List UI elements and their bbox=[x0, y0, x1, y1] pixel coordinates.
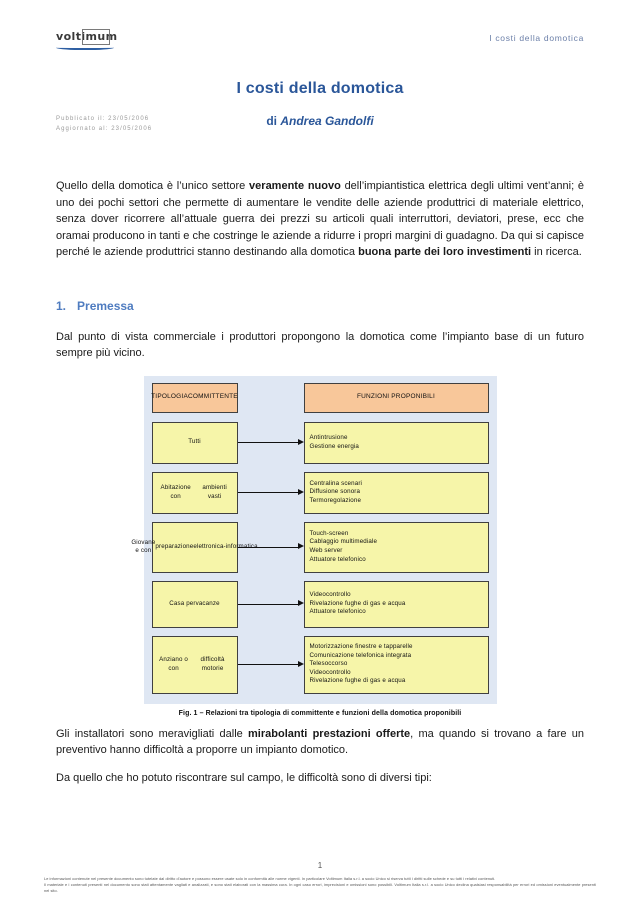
section1-paragraph: Dal punto di vista commerciale i produttori propongono la domotica come l’impianto base di un futuro sempre più vicino. bbox=[56, 330, 584, 359]
post-figure-paragraph-2: Da quello che ho potuto riscontrare sul campo, le difficoltà sono di diversi tipi: bbox=[56, 771, 432, 784]
figure-caption: Fig. 1 – Relazioni tra tipologia di committente e funzioni della domotica proponibili bbox=[178, 709, 462, 717]
connector-arrow bbox=[238, 442, 304, 443]
section-title: Premessa bbox=[77, 298, 134, 313]
intro-text-2: dell’impiantistica elettrica degli ultimi vent’anni; è uno dei pochi settori che permette di aumentare le vendite delle aziende produttrici di materiale elettrico, senza dover ricorrere all’attuale guerra dei prezzi su articoli quali interruttori, deviatori, prese, ecc che oramai producono in tanti e che costringe le aziende a ridurre i propri margini di guadagno. Da qui si capisce perché le aziende produttrici stanno destinando alla domotica bbox=[56, 180, 584, 258]
logo-swoosh-accent bbox=[56, 44, 114, 50]
logo-wordmark: voltimum bbox=[56, 30, 118, 43]
intro-text-3: in ricerca. bbox=[531, 246, 582, 258]
post-figure-bold-1: mirabolanti prestazioni offerte bbox=[248, 727, 411, 740]
page-header bbox=[56, 0, 584, 58]
disclaimer-line-2: Il materiale e i contenuti presenti nel documento sono stati attentamente vagliati e analizzati, e sono stati elaborati con la massima cura. In ogni caso errori, imprecisioni e omissioni sono possibili. Voltimum Italia s.r.l. a socio Unico declina qualsiasi responsabilità per errori ed omissioni eventualmente presenti nel sito. bbox=[44, 882, 596, 893]
disclaimer-line-1: Le informazioni contenute nel presente documento sono tutelate dal diritto d’autore e possono essere usate solo in conformità alle norme vigenti. In particolare Voltimum Italia s.r.l. a socio Unico si riserva tutti i diritti sulle schede e su tutti i relativi contenuti. bbox=[44, 876, 496, 881]
figure-row bbox=[152, 472, 489, 514]
connector-line bbox=[238, 664, 298, 665]
updated-date: Aggiornato al: 23/05/2006 bbox=[56, 126, 153, 132]
footer-disclaimer bbox=[44, 876, 596, 894]
connector-line bbox=[238, 492, 298, 493]
functions-box: Touch-screen Cablaggio multimediale Web server Attuatore telefonico bbox=[304, 522, 489, 573]
intro-bold-1: veramente nuovo bbox=[249, 180, 341, 192]
client-type-box: Casa per vacanze bbox=[152, 581, 238, 628]
arrow-head-icon bbox=[298, 439, 304, 445]
connector-arrow bbox=[238, 547, 304, 548]
page-title: I costi della domotica bbox=[236, 80, 404, 97]
connector-arrow bbox=[238, 604, 304, 605]
logo-box-accent bbox=[82, 29, 110, 45]
post-figure-paragraph bbox=[56, 726, 584, 759]
published-date: Pubblicato il: 23/05/2006 bbox=[56, 116, 150, 122]
running-header-title: I costi della domotica bbox=[489, 33, 584, 43]
functions-box: Antintrusione Gestione energia bbox=[304, 422, 489, 464]
connector-arrow bbox=[238, 664, 304, 665]
client-type-box: Anziano o con difficoltà motorie bbox=[152, 636, 238, 694]
intro-paragraph bbox=[56, 178, 584, 261]
publication-dates bbox=[56, 114, 152, 134]
figure-row bbox=[152, 581, 489, 628]
figure-header-tipologia-committente: TIPOLOGIA COMMITTENTE bbox=[152, 383, 238, 413]
author-name: Andrea Gandolfi bbox=[280, 114, 374, 128]
connector-line bbox=[238, 442, 298, 443]
client-type-box: Giovane e con preparazione elettronica- informatica bbox=[152, 522, 238, 573]
client-type-box: Tutti bbox=[152, 422, 238, 464]
byline-prefix: di bbox=[266, 114, 281, 128]
client-type-box: Abitazione con ambienti vasti bbox=[152, 472, 238, 514]
intro-text-1: Quello della domotica è l’unico settore bbox=[56, 180, 250, 192]
arrow-head-icon bbox=[298, 661, 304, 667]
arrow-head-icon bbox=[298, 489, 304, 495]
connector-line bbox=[238, 604, 298, 605]
connector-line bbox=[238, 547, 298, 548]
functions-box: Centralina scenari Diffusione sonora Termoregolazione bbox=[304, 472, 489, 514]
intro-bold-2: buona parte dei loro investimenti bbox=[358, 246, 532, 258]
section-number: 1. bbox=[56, 298, 67, 313]
section-heading-premessa bbox=[56, 299, 584, 313]
connector-arrow bbox=[238, 492, 304, 493]
post-figure-text-2: , ma quando si trovano a fare un preventivo hanno difficoltà a proporre un impianto domotico. bbox=[56, 727, 585, 756]
figure-column-headers bbox=[152, 383, 489, 413]
functions-box: Videocontrollo Rivelazione fughe di gas e acqua Attuatore telefonico bbox=[304, 581, 489, 628]
page-number: 1 bbox=[317, 861, 323, 870]
figure-row bbox=[152, 636, 489, 694]
figure-1 bbox=[131, 376, 497, 704]
arrow-head-icon bbox=[298, 600, 304, 606]
figure-row bbox=[131, 522, 489, 573]
functions-box: Motorizzazione finestre e tapparelle Comunicazione telefonica integrata Telesoccorso Videocontrollo Rivelazione fughe di gas e acqua bbox=[304, 636, 489, 694]
page-footer bbox=[0, 861, 640, 894]
figure-header-funzioni-proponibili: FUNZIONI PROPONIBILI bbox=[304, 383, 489, 413]
figure-row bbox=[152, 422, 489, 464]
post-figure-text-1: Gli installatori sono meravigliati dalle bbox=[56, 727, 249, 740]
byline-row bbox=[56, 114, 584, 144]
arrow-head-icon bbox=[298, 543, 304, 549]
voltimum-logo bbox=[56, 30, 118, 50]
